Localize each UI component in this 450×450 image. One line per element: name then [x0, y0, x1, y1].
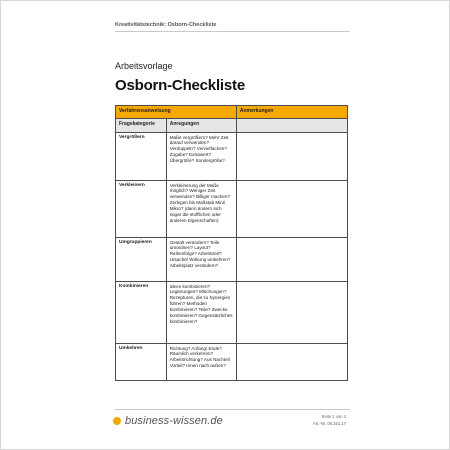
suggestions-cell: Ideen kombinieren? Legierungen? Mischungen? Rezepturen, die zu Synergien führen? Methoden kombinieren? Teile? Zwecke kombinieren? Gegensätzliches kombinieren? — [166, 282, 236, 344]
article-number: Art.-Nr. 06.161.17 — [312, 421, 346, 426]
document-subtitle: Arbeitsvorlage — [115, 61, 173, 71]
table-row — [116, 181, 348, 238]
checklist-table — [115, 105, 348, 381]
category-cell: Vergrößern — [116, 133, 167, 181]
suggestions-cell: Maße vergrößern? Mehr Zeit darauf verwenden? Verdoppeln? Vervielfachen? Zugabe? Extrawert? Übergröße? Sondergröße? — [166, 133, 236, 181]
table-subheader-row — [116, 119, 348, 133]
footer-divider — [115, 409, 350, 410]
table-row — [116, 133, 348, 181]
document-header-title: Kreativitätstechnik: Osborn-Checkliste — [115, 22, 217, 28]
brand-logo — [113, 415, 223, 427]
category-cell: Kombinieren — [116, 282, 167, 344]
notes-cell[interactable] — [236, 133, 347, 181]
header-notes: Anmerkungen — [236, 106, 347, 119]
category-cell: Umgruppieren — [116, 238, 167, 282]
header-notes-empty — [236, 119, 347, 133]
logo-dot-icon — [113, 417, 121, 425]
header-procedure: Verfahrensanweisung — [116, 106, 237, 119]
notes-cell[interactable] — [236, 238, 347, 282]
header-category: Fragekategorie — [116, 119, 167, 133]
logo-text: business-wissen.de — [125, 415, 223, 427]
category-cell: Umkehren — [116, 344, 167, 381]
suggestions-cell: Verkleinerung der Maße möglich? Weniger Zeit verwenden? Billiger machen? Zerlegen bis Maßstab Mini/ Mikro? (dann ändern sich sogar die stofflichen oder anderen Eigenschaften) — [166, 181, 236, 238]
page-info — [313, 413, 346, 427]
page-number: Seite 1 von 4 — [321, 414, 346, 419]
notes-cell[interactable] — [236, 181, 347, 238]
table-row — [116, 282, 348, 344]
table-header-row — [116, 106, 348, 119]
table-row — [116, 238, 348, 282]
header-divider — [115, 31, 350, 32]
suggestions-cell: Gestalt verändern? Teile umordnen? Layout? Reihenfolge? Arbeitszeit? Ursache/ Wirkung umkehren? Arbeitsplatz verändern? — [166, 238, 236, 282]
notes-cell[interactable] — [236, 282, 347, 344]
notes-cell[interactable] — [236, 344, 347, 381]
header-suggestions: Anregungen — [166, 119, 236, 133]
table-row — [116, 344, 348, 381]
document-title: Osborn-Checkliste — [115, 77, 245, 94]
suggestions-cell: Richtung? Anfang/ Ende? Räumlich verkehren? Arbeitsrichtung? Aus Nachteil Vorteil? Innen nach außen? — [166, 344, 236, 381]
category-cell: Verkleinern — [116, 181, 167, 238]
